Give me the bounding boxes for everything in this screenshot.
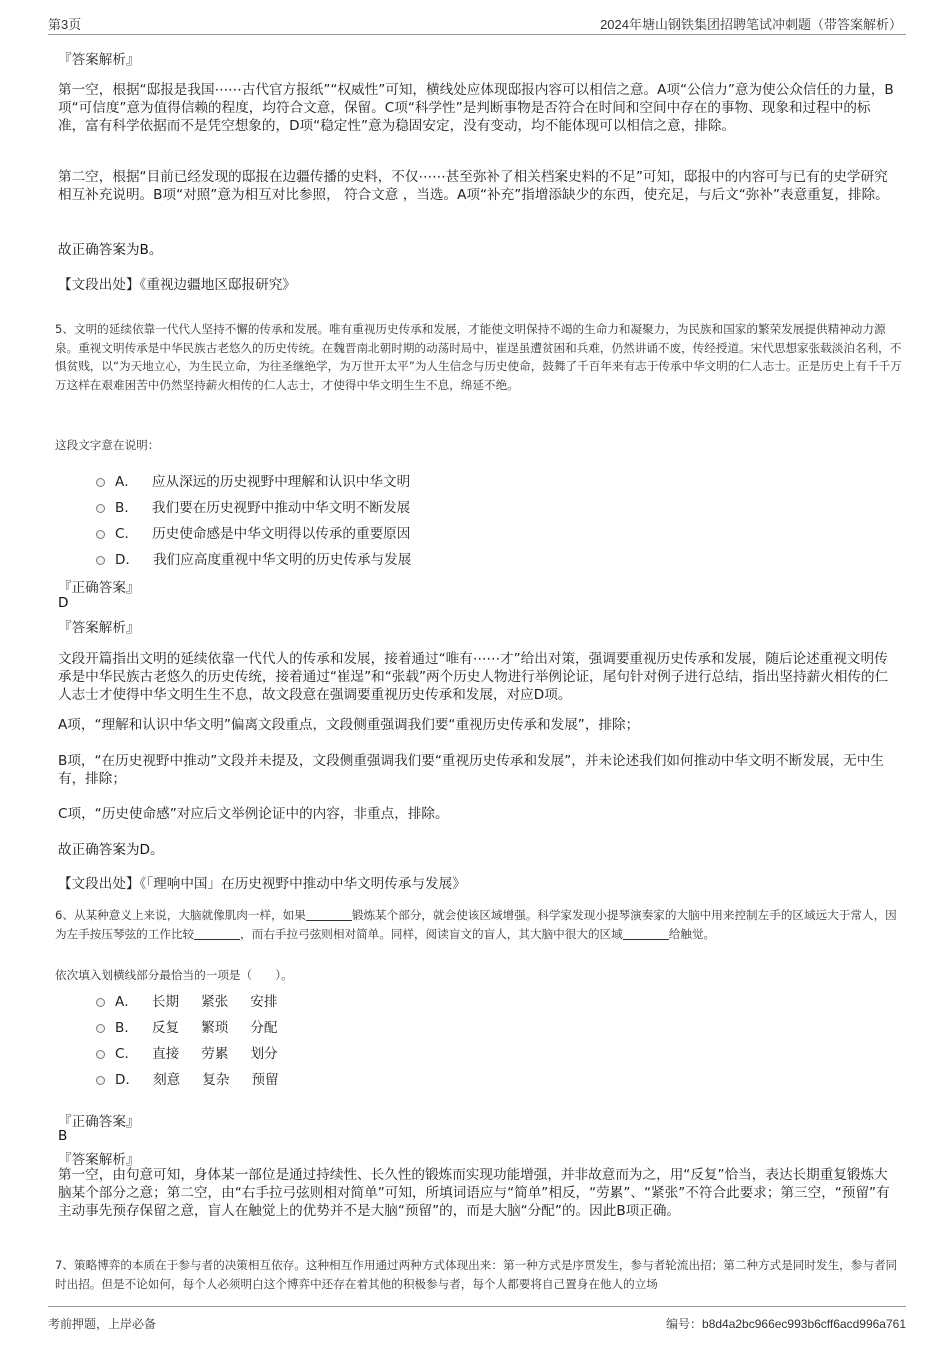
q4-analysis-p1: 第一空，根据“邸报是我国⋯⋯古代官方报纸”“权威性”可知，横线处应体现邸报内容可以相信之意。A项“公信力”意为使公众信任的力量，B项“可信度”意为值得信赖的程度，均符合文意，保留。C项“科学性”是判断事物是否符合在时间和空间中存在的事物、现象和过程中的标准，富有科学依据而不是凭空想象的，D项“稳定性”意为稳固安定，没有变动，均不能体现可以相信之意，排除。 [58, 82, 894, 134]
q5-option-d[interactable] [96, 548, 411, 568]
fill-blank-1 [306, 908, 352, 921]
option-letter: D． [115, 552, 140, 568]
document-title: 2024年塘山钢铁集团招聘笔试冲刺题（带答案解析） [600, 17, 902, 32]
radio-icon[interactable] [96, 556, 105, 565]
q6-option-d[interactable] [96, 1068, 279, 1088]
code-label: 编号： [666, 1317, 703, 1331]
option-letter: C． [115, 1046, 139, 1062]
option-word: 长期 [151, 994, 180, 1010]
radio-icon[interactable] [96, 530, 105, 539]
option-word: 复杂 [202, 1072, 230, 1088]
q4-source: 【文段出处】《重视边疆地区邸报研究》 [58, 277, 296, 293]
q5-source: 【文段出处】《「理响中国」在历史视野中推动中华文明传承与发展》 [58, 876, 466, 892]
q6-option-b[interactable] [96, 1016, 277, 1036]
fill-blank-3 [623, 927, 669, 940]
option-letter: A． [115, 994, 138, 1010]
option-text: 我们应高度重视中华文明的历史传承与发展 [153, 552, 412, 568]
option-word: 分配 [250, 1020, 278, 1036]
radio-icon[interactable] [96, 478, 105, 487]
option-text: 历史使命感是中华文明得以传承的重要原因 [152, 526, 411, 542]
q7-stem: 7、策略博弈的本质在于参与者的决策相互依存。这种相互作用通过两种方式体现出来：第一种方式是序贯发生，参与者轮流出招；第二种方式是同时发生，参与者同时出招。但是不论如何，每个人必须明白这个博弈中还存在着其他的积极参与者，每个人都要将自己置身在他人的立场 [55, 1258, 898, 1291]
option-word: 直接 [152, 1046, 180, 1062]
option-letter: B． [115, 500, 138, 516]
option-letter: A． [115, 474, 138, 490]
q5-prompt: 这段文字意在说明： [55, 438, 160, 452]
q6-prompt: 依次填入划横线部分最恰当的一项是（ ）。 [55, 968, 293, 982]
option-word: 劳累 [201, 1046, 229, 1062]
q6-stem-part: ，而右手拉弓弦则相对简单。同样，阅读盲文的盲人，其大脑中很大的区域 [240, 926, 623, 941]
q4-conclusion: 故正确答案为B。 [58, 242, 163, 258]
q6-stem-part: 给触觉。 [668, 926, 716, 941]
q5-answer: D [58, 595, 69, 611]
q6-stem [55, 906, 905, 943]
q6-analysis-p1: 第一空，由句意可知，身体某一部位是通过持续性、长久性的锻炼而实现功能增强，并非故意而为之，用“反复”恰当，表达长期重复锻炼大脑某个部分之意；第二空，由“右手拉弓弦则相对简单”可知，所填词语应与“简单”相反，“劳累”、“紧张”不符合此要求；第三空，“预留”有主动事先预存保留之意，盲人在触觉上的优势并不是大脑“预留”的，而是大脑“分配”的。因此B项正确。 [58, 1167, 890, 1219]
option-word: 安排 [250, 994, 278, 1010]
option-word: 繁琐 [201, 1020, 229, 1036]
q4-analysis-p2: 第二空，根据“目前已经发现的邸报在边疆传播的史料，不仅⋯⋯甚至弥补了相关档案史料的不足”可知，邸报中的内容可与已有的史学研究相互补充说明。B项“对照”意为相互对比参照， 符合文意 ，当选。A项“补充”指增添缺少的东西，使充足，与后文“弥补”表意重复，排除。 [58, 169, 889, 203]
radio-icon[interactable] [96, 1050, 105, 1059]
q5-analysis-p1: 文段开篇指出文明的延续依靠一代代人的传承和发展，接着通过“唯有⋯⋯才”给出对策，强调要重视历史传承和发展，随后论述重视文明传承是中华民族古老悠久的历史传统，接着通过“崔逞”和“张载”两个历史人物进行举例论证，尾句针对例子进行总结，指出坚持薪火相传的仁人志士才使得中华文明生生不息，故文段意在强调要重视历史传承和发展，对应D项。 [58, 651, 889, 703]
option-letter: C． [115, 526, 139, 542]
q5-analysis-heading: 『答案解析』 [58, 620, 140, 636]
option-word: 反复 [151, 1020, 180, 1036]
code-value: b8d4a2bc966ec993b6cff6acd996a761 [702, 1317, 906, 1331]
option-word: 紧张 [201, 994, 229, 1010]
option-word: 刻意 [153, 1072, 181, 1088]
option-text: 应从深远的历史视野中理解和认识中华文明 [151, 474, 411, 490]
q5-option-c[interactable] [96, 522, 410, 542]
page-header [48, 10, 906, 35]
q5-analysis-p4: C项，“历史使命感”对应后文举例论证中的内容，非重点，排除。 [58, 806, 449, 822]
q4-analysis-heading: 『答案解析』 [58, 52, 140, 68]
q6-answer: B [58, 1128, 68, 1144]
q6-stem-part: 6、从某种意义上来说，大脑就像肌肉一样，如果 [55, 908, 306, 922]
q5-option-b[interactable] [96, 496, 410, 516]
option-letter: D． [115, 1072, 140, 1088]
option-letter: B． [115, 1020, 138, 1036]
q6-option-a[interactable] [96, 990, 277, 1010]
option-text: 我们要在历史视野中推动中华文明不断发展 [151, 500, 411, 516]
q5-option-a[interactable] [96, 470, 410, 490]
q6-stem-part: 锻炼某个部分，就会使该区域增强。科学家发现小提琴演奏家的大脑中用来控制左手的区域远大于常人，因为左手按压琴弦的工作比较 [55, 908, 897, 941]
q6-option-c[interactable] [96, 1042, 278, 1062]
q5-stem: 5、文明的延续依靠一代代人坚持不懈的传承和发展。唯有重视历史传承和发展，才能使文明保持不竭的生命力和凝聚力，为民族和国家的繁荣发展提供精神动力源泉。重视文明传承是中华民族古老悠久的历史传统。在魏晋南北朝时期的动荡时局中，崔逞虽遭贫困和兵难，仍然讲诵不废，传经授道。宋代思想家张载淡泊名利，不惧贫贱，以“为天地立心，为生民立命，为往圣继绝学，为万世开太平”为人生信念与历史使命，鼓舞了千百年来有志于传承中华文明的仁人志士。正是历史上有千千万万这样在艰难困苦中仍然坚持薪火相传的仁人志士，才使得中华文明生生不息，绵延不绝。 [55, 322, 902, 392]
q5-analysis-p2: A项，“理解和认识中华文明”偏离文段重点，文段侧重强调我们要“重视历史传承和发展”，排除； [58, 717, 640, 733]
footer-code [666, 1315, 906, 1332]
page-footer [48, 1306, 906, 1335]
footer-slogan: 考前押题，上岸必备 [48, 1317, 157, 1331]
page-number: 第3页 [48, 17, 82, 32]
radio-icon[interactable] [96, 1076, 105, 1085]
radio-icon[interactable] [96, 998, 105, 1007]
q6-answer-heading: 『正确答案』 [58, 1114, 140, 1130]
option-word: 划分 [250, 1046, 278, 1062]
q5-answer-heading: 『正确答案』 [58, 580, 140, 596]
q6-analysis-heading: 『答案解析』 [58, 1152, 140, 1168]
q5-analysis-p3: B项，“在历史视野中推动”文段并未提及，文段侧重强调我们要“重视历史传承和发展”，并未论述我们如何推动中华文明不断发展，无中生有，排除； [58, 753, 884, 787]
q5-conclusion: 故正确答案为D。 [58, 842, 164, 858]
radio-icon[interactable] [96, 1024, 105, 1033]
option-word: 预留 [251, 1072, 279, 1088]
fill-blank-2 [194, 927, 240, 940]
radio-icon[interactable] [96, 504, 105, 513]
